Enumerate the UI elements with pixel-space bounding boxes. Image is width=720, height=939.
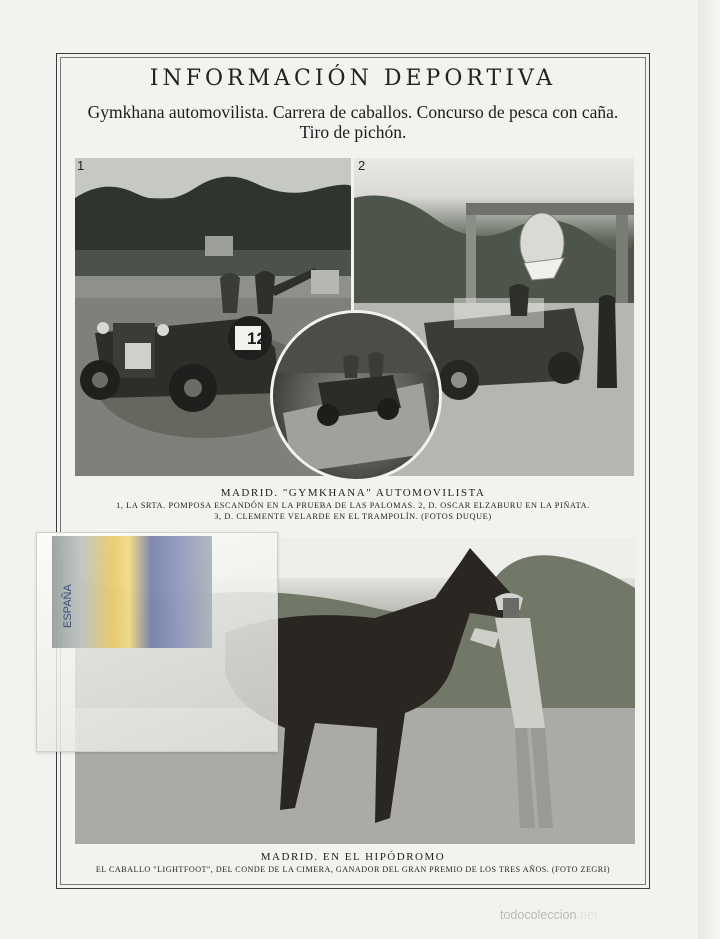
caption-gymkhana: [60, 486, 646, 522]
watermark: [500, 908, 597, 922]
caption-gymkhana-heading: MADRID. "GYMKHANA" AUTOMOVILISTA: [220, 487, 486, 499]
stamp-country-text: ESPAÑA: [62, 584, 74, 628]
subtitle-line-2: Tiro de pichón.: [299, 122, 407, 142]
postage-stamp: [52, 536, 212, 648]
watermark-brand: todocoleccion: [500, 908, 577, 922]
caption-hipodromo-heading: MADRID. EN EL HIPÓDROMO: [260, 851, 446, 863]
photo1-number: 1: [77, 158, 85, 173]
caption-gymkhana-line-1: 1, LA SRTA. POMPOSA ESCANDÓN EN LA PRUEBA DE LAS PALOMAS. 2, D. OSCAR ELZABURU EN LA PIÑATA.: [116, 501, 590, 510]
page-title: INFORMACIÓN DEPORTIVA: [149, 66, 557, 91]
photo-gymkhana-trampoline-inset: [270, 310, 442, 482]
subtitle-line-1: Gymkhana automovilista. Carrera de caballos. Concurso de pesca con caña.: [87, 102, 619, 122]
photo2-number: 2: [358, 158, 366, 173]
watermark-suffix: .net: [576, 908, 598, 922]
page-subtitle: [66, 102, 640, 142]
page-edge: [698, 0, 720, 939]
caption-hipodromo-line-1: EL CABALLO "LIGHTFOOT", DEL CONDE DE LA CIMERA, GANADOR DEL GRAN PREMIO DE LOS TRES AÑOS. (FOTO ZEGRI): [95, 865, 611, 874]
car-number-plate: 12: [247, 329, 266, 348]
caption-hipodromo: [60, 850, 646, 875]
photo3-illustration: [273, 313, 439, 479]
caption-gymkhana-line-2: 3, D. CLEMENTE VELARDE EN EL TRAMPOLÍN. (FOTOS DUQUE): [214, 512, 492, 521]
